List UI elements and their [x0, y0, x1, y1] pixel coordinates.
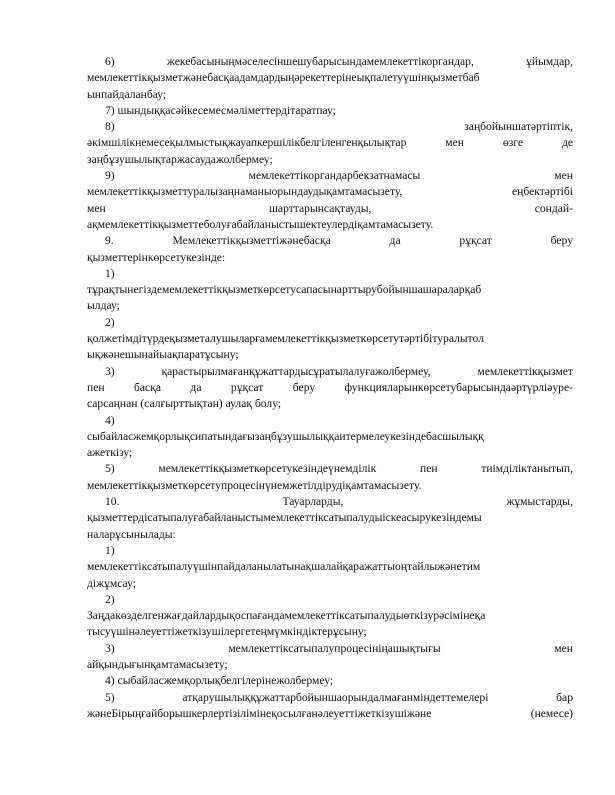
text-line: 10. Тауарларды, жұмыстарды, — [105, 495, 573, 509]
text-line: ажеткізу; — [87, 446, 133, 460]
text-line: әкімшілікнемесеқылмыстықжауапкершілікбелгіленгенқылықтар мен өзге де — [87, 136, 573, 150]
text-line: мемлекеттіксатыпалуүшінпайдаланылатынақшалайқаражаттыоңтайлыжәнетим — [87, 560, 481, 574]
text-line: тысуүшінәлеуеттіжеткізушілергетеңмүмкіндіктерұсыну; — [87, 625, 367, 639]
text-line: мемлекеттікқызметтуралызаңнаманыорындаудықамтамасызету, еңбектәртібі — [87, 185, 573, 199]
text-line: пен басқа да рұқсат беру функцияларынкөрсетубарысындаәртүрліәуре- — [87, 380, 573, 394]
text-line: мен шарттарынсақтауды, сондай- — [87, 201, 573, 215]
text-line: 4) сыбайласжемқорлықбелгілерінежолбермеу; — [105, 674, 334, 688]
text-line: 4) — [105, 413, 115, 427]
text-line: қолжетімдітүрдеқызметалушыларғамемлекеттікқызметкөрсетутәртібітуралытол — [87, 332, 484, 346]
text-line: ақмемлекеттікқызметтеболуғабайланыстышектеулердіқамтамасызету. — [87, 217, 434, 231]
text-line: мемлекеттікқызметкөрсетупроцесінүнемжетілдірудіқамтамасызету. — [87, 478, 422, 492]
text-line: тұрақтынегіздемемлекеттікқызметкөрсетусапасынарттырубойыншашараларқаб — [87, 283, 482, 297]
text-line: сарсаңнан (салғырттықтан) аулақ болу; — [87, 397, 282, 411]
text-line: діжұмсау; — [87, 576, 136, 590]
text-line: ылдау; — [87, 299, 120, 313]
text-line: мемлекеттікқызметжәнебасқаадамдардыңәрекеттерінеықпалетуүшінқызметбаб — [87, 71, 480, 85]
text-line: 5) атқарушылыққұжаттарбойыншаорындалмағанміндеттемелері бар — [105, 690, 573, 704]
text-line: ықжәнешынайыақпаратұсыну; — [87, 348, 239, 362]
text-line: ынпайдаланбау; — [87, 87, 167, 101]
text-line: наларұсынылады: — [87, 527, 176, 541]
text-line: қызметтердісатыпалуғабайланыстымемлекеттіксатыпалудыіскеасырукезіндемы — [87, 511, 482, 525]
text-line: 2) — [105, 592, 115, 606]
text-line: сыбайласжемқорлықсипатындағызаңбұзушылыққаитермелеукезіндебасшылыққ — [87, 429, 484, 443]
text-line: 9) мемлекеттікоргандарбекзатнамасы мен — [105, 169, 573, 183]
text-line: 3) қарастырылмағанқұжаттардысұратылалуғажолбермеу, мемлекеттікқызмет — [105, 364, 573, 378]
text-line: 9. Мемлекеттікқызметтіжәнебасқа да рұқсат беру — [105, 234, 573, 248]
text-line: 2) — [105, 315, 115, 329]
text-line: 3) мемлекеттіксатыпалупроцесініңашықтығы мен — [105, 641, 573, 655]
text-line: 6) жекебасыныңмәселесіншешубарысындамемлекеттікоргандар, ұйымдар, — [105, 55, 573, 68]
text-line: заңбұзушылықтаржасаудажолбермеу; — [87, 152, 273, 166]
text-line: Заңдакөзделгенжағдайлардықоспағандамемлекеттіксатыпалудыөткізурәсімінеқа — [87, 609, 486, 623]
text-line: 8) заңбойыншатәртіптік, — [105, 120, 573, 134]
document-page — [87, 54, 573, 722]
text-line: 1) — [105, 266, 115, 280]
text-line: жәнеБірыңғайборышкерлертізілімінеқосылғанәлеуеттіжеткізушіжәне (немесе) — [87, 706, 573, 720]
text-line: 7) шындыққасәйкесемесмәліметтердітаратпау; — [105, 103, 336, 117]
text-line: 1) — [105, 543, 115, 557]
text-line: 5) мемлекеттікқызметкөрсетукезіндеүнемділік пен тиімділіктанытып, — [105, 462, 573, 476]
text-line: айқындығынқамтамасызету; — [87, 657, 228, 671]
text-line: қызметтерінкөрсетукезінде: — [87, 250, 226, 264]
